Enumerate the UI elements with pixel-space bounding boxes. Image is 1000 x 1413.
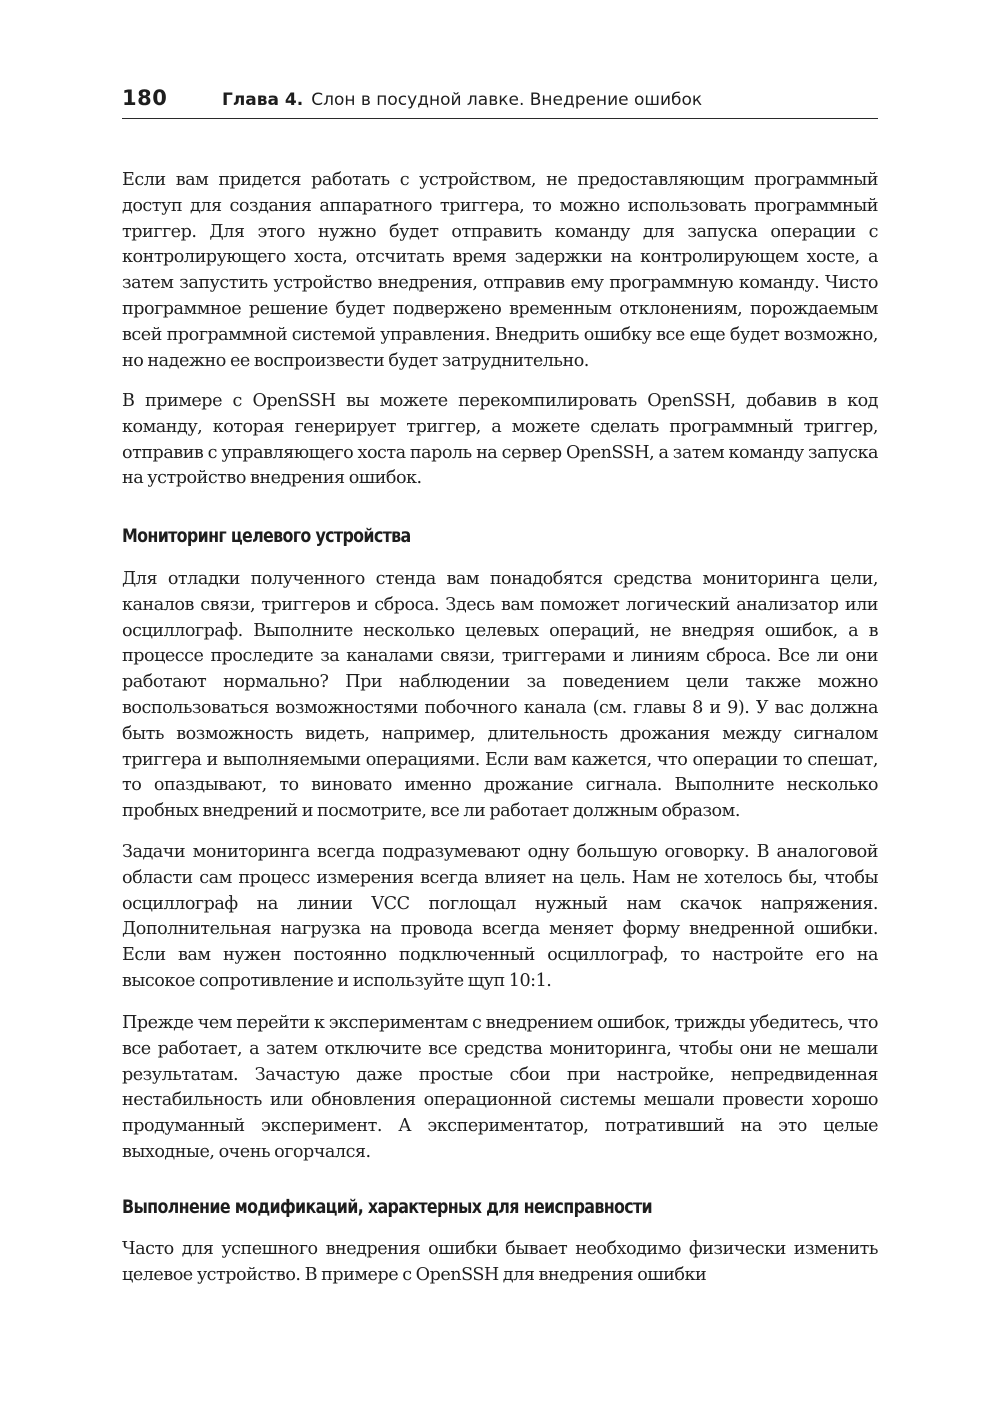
section-heading-modifications: Выполнение модификаций, характерных для неисправности	[122, 1197, 652, 1218]
paragraph-monitoring-debug: Для отладки полученного стенда вам понадобятся средства мониторинга цели, каналов связи, триггеров и сброса. Здесь вам поможет логический анализатор или осциллограф. Выполните несколько целевых операций, не внедряя ошибок, а в процессе проследите за каналами связи, триггерами и линиям сброса. Все ли они работают нормально? При наблюдении за поведением цели также можно воспользоваться возможностями побочного канала (см. главы 8 и 9). У вас должна быть возможность видеть, например, длительность дрожания между сигналом триггера и выполняемыми операциями. Если вам кажется, что операции то спешат, то опаздывают, то виновато именно дрожание сигнала. Выполните несколько пробных внедрений и посмотрите, все ли работает должным образом.	[122, 569, 878, 822]
chapter-label: Глава 4.	[222, 90, 304, 110]
paragraph-before-experiments: Прежде чем перейти к экспериментам с внедрением ошибок, трижды убедитесь, что все работает, а затем отключите все средства мониторинга, чтобы они не мешали результатам. Зачастую даже простые сбои при настройке, непредвиденная нестабильность или обновления операционной системы мешали провести хорошо продуманный эксперимент. А экспериментатор, потративший на это целые выходные, очень огорчался.	[122, 1013, 878, 1162]
running-header	[122, 86, 878, 119]
section-heading-monitoring: Мониторинг целевого устройства	[122, 526, 411, 547]
page-number: 180	[122, 86, 168, 110]
paragraph-physical-modification: Часто для успешного внедрения ошибки бывает необходимо физически изменить целевое устройство. В примере с OpenSSH для внедрения ошибки	[122, 1239, 878, 1285]
paragraph-openssh-trigger: В примере с OpenSSH вы можете перекомпилировать OpenSSH, добавив в код команду, которая генерирует триггер, а можете сделать программный триггер, отправив с управляющего хоста пароль на сервер OpenSSH, а затем команду запуска на устройство внедрения ошибок.	[122, 391, 878, 489]
chapter-title: Слон в посудной лавке. Внедрение ошибок	[311, 90, 703, 110]
paragraph-software-trigger: Если вам придется работать с устройством, не предоставляющим программный доступ для создания аппаратного триггера, то можно использовать программный триггер. Для этого нужно будет отправить команду для запуска операции с контролирующего хоста, отсчитать время задержки на контролирующем хосте, а затем запустить устройство внедрения, отправив ему программную команду. Чисто программное решение будет подвержено временным отклонениям, порождаемым всей программной системой управления. Внедрить ошибку все еще будет возможно, но надежно ее воспроизвести будет затруднительно.	[122, 170, 878, 371]
paragraph-monitoring-caveat: Задачи мониторинга всегда подразумевают одну большую оговорку. В аналоговой области сам процесс измерения всегда влияет на цель. Нам не хотелось бы, чтобы осциллограф на линии VCC поглощал нужный нам скачок напряжения. Дополнительная нагрузка на провода всегда меняет форму внедренной ошибки. Если вам нужен постоянно подключенный осциллограф, то настройте его на высокое сопротивление и используйте щуп 10:1.	[122, 842, 878, 991]
